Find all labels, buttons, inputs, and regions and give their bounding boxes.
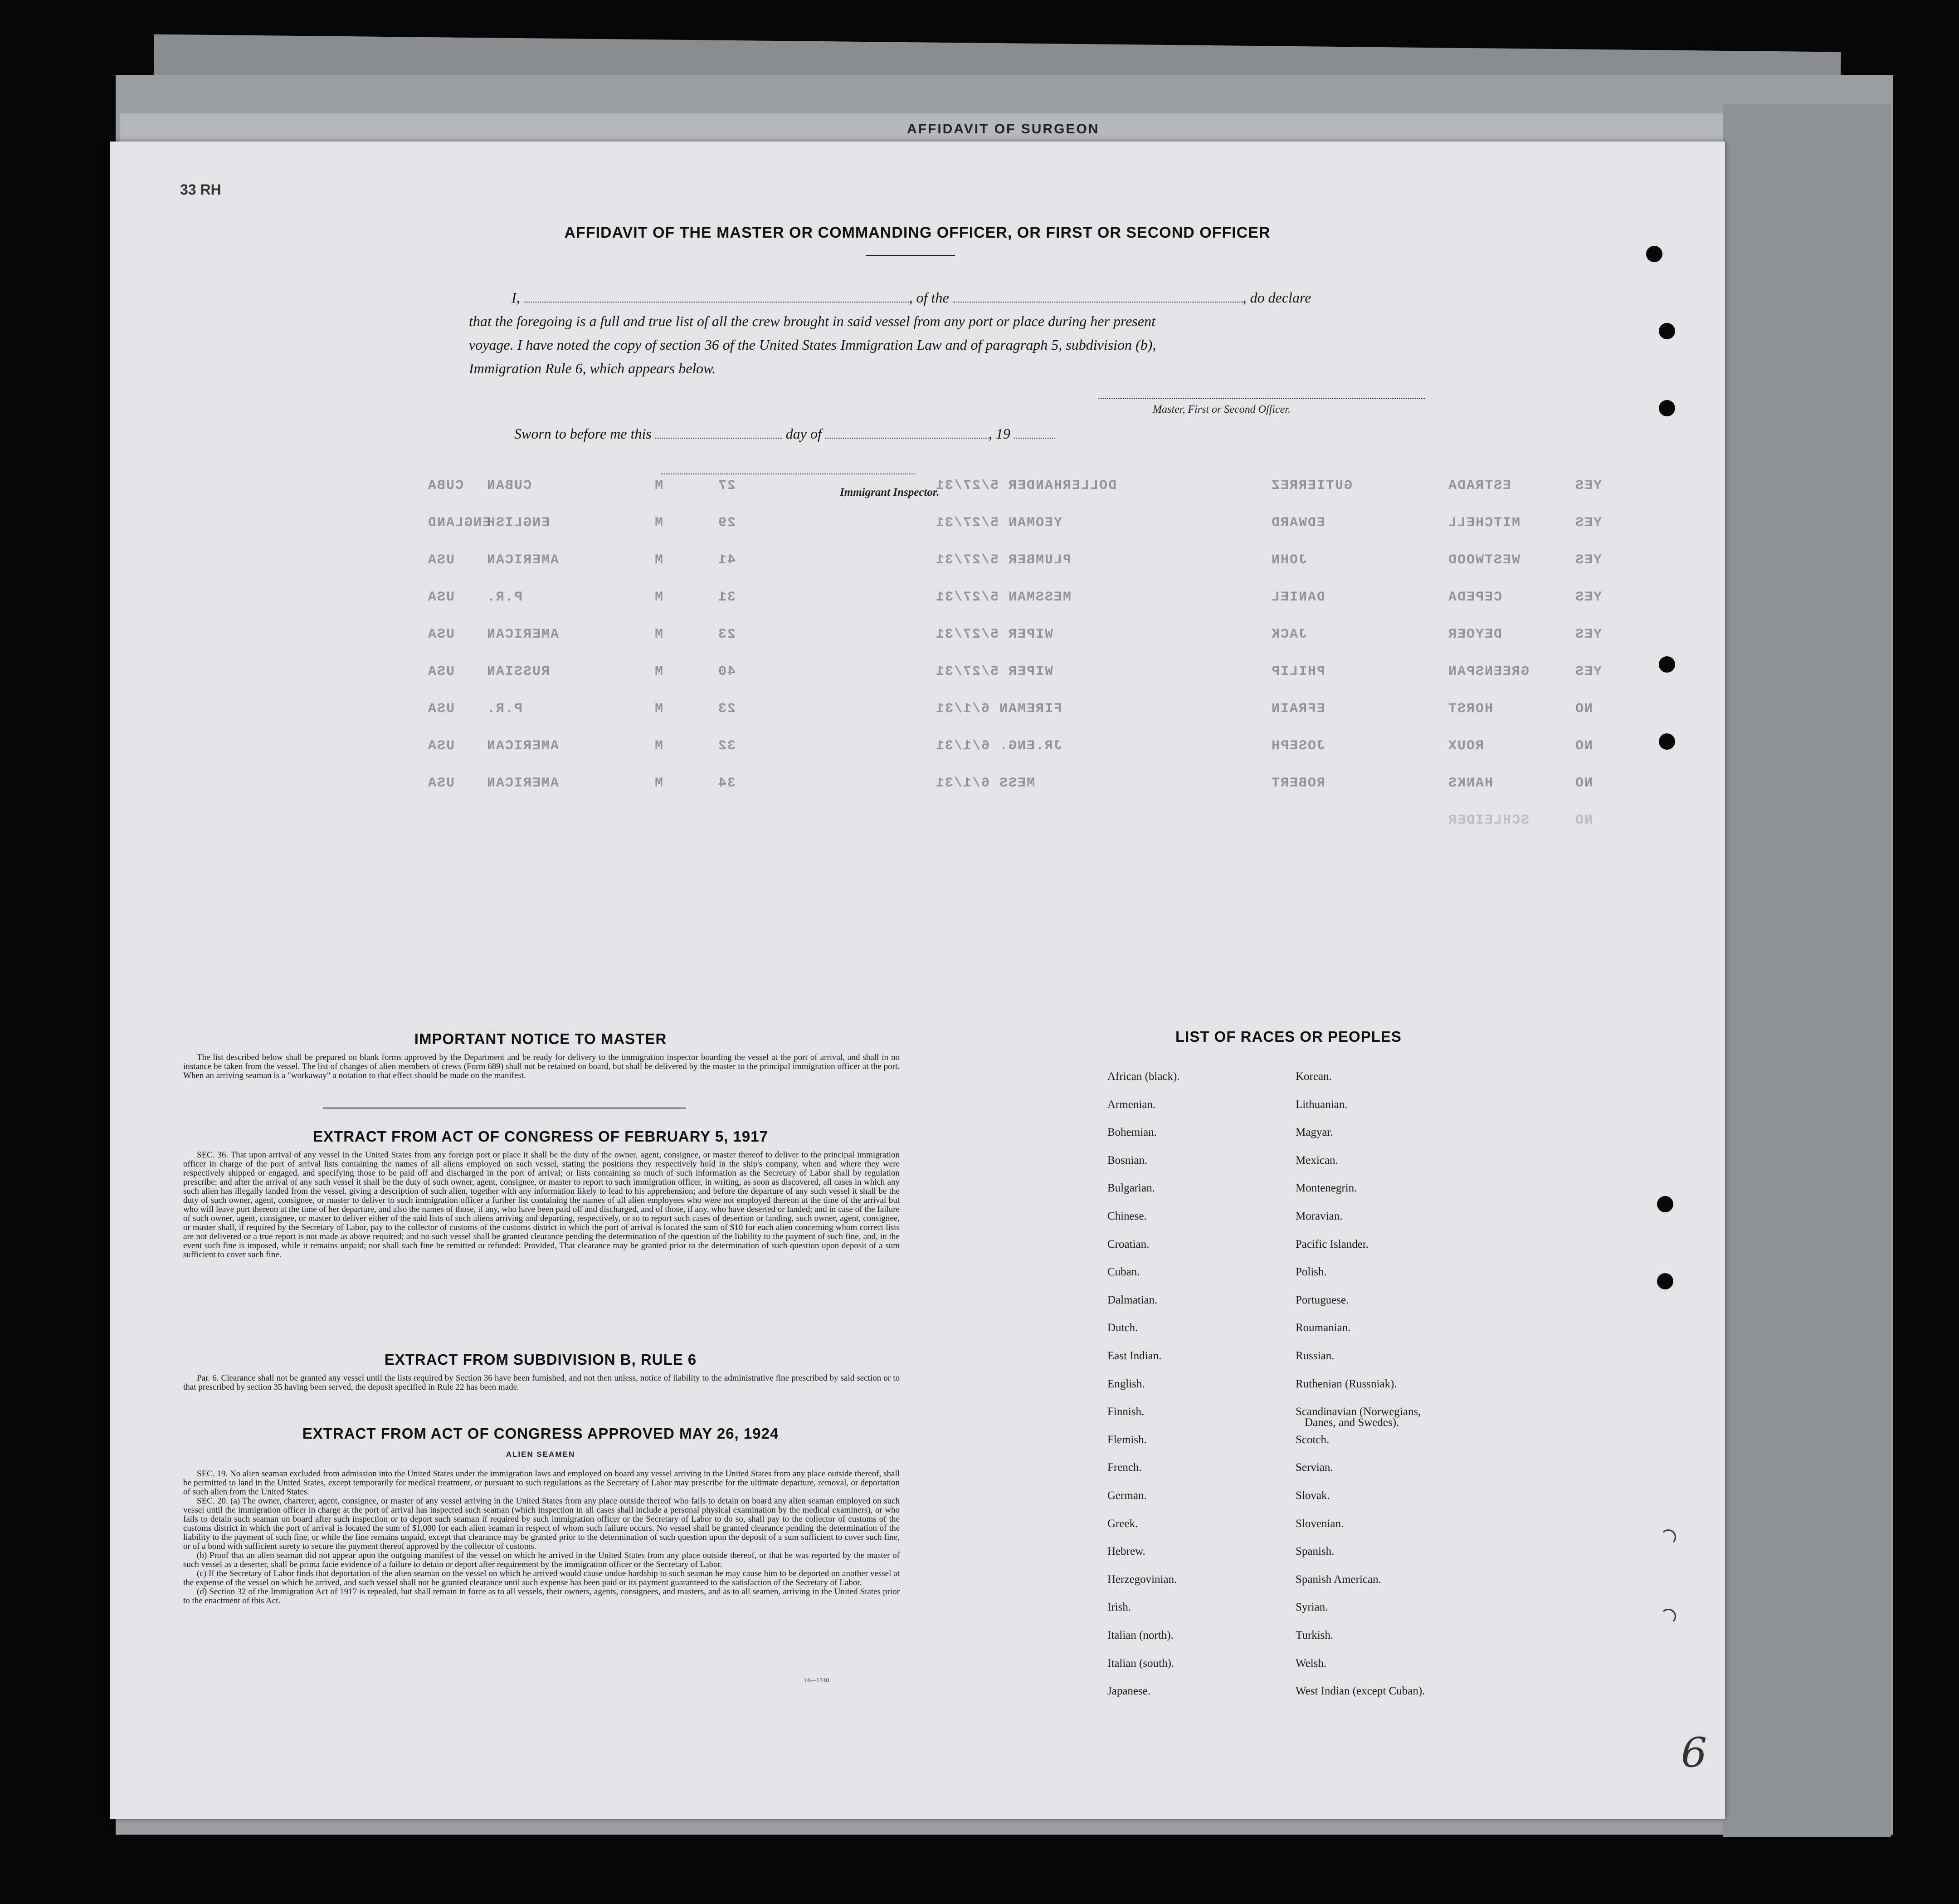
act-1924-sec-20d: (d) Section 32 of the Immigration Act of 1917 is repealed, but shall remain in force as to all vessels, their owners, agents, consignees, and masters, and as to all seamen, arriving in the United States prior to the enactment of this Act. bbox=[183, 1587, 900, 1606]
race-item: Slovenian. bbox=[1296, 1517, 1344, 1530]
race-item: English. bbox=[1107, 1377, 1145, 1390]
bleed-through-cell: PLUMBER 5/27/31 bbox=[935, 552, 1072, 568]
bleed-through-cell: NO bbox=[1574, 813, 1593, 828]
bleed-through-cell: WIPER 5/27/31 bbox=[935, 627, 1053, 642]
bleed-through-cell: NO bbox=[1574, 776, 1593, 791]
bleed-through-row bbox=[110, 590, 1725, 608]
affidavit-page bbox=[110, 142, 1725, 1819]
bleed-through-cell: M bbox=[654, 627, 663, 642]
bleed-through-cell: USA bbox=[427, 776, 455, 791]
master-signature-line[interactable] bbox=[1098, 398, 1425, 399]
declaration-line-3: voyage. I have noted the copy of section 36 of the United States Immigration Law and of paragraph 5, subdivision (b), bbox=[469, 337, 1156, 353]
bleed-through-cell: P.R. bbox=[486, 590, 523, 605]
race-item: Magyar. bbox=[1296, 1126, 1333, 1139]
bleed-through-cell: FIREMAN 6/1/31 bbox=[935, 701, 1062, 717]
race-item: Moravian. bbox=[1296, 1210, 1343, 1222]
bleed-through-cell: WIPER 5/27/31 bbox=[935, 664, 1053, 679]
bleed-through-row bbox=[110, 701, 1725, 719]
important-notice-paragraph: The list described below shall be prepared on blank forms approved by the Department and be ready for delivery to the immigration inspector boarding the vessel at the port of arrival, and shall in no instance be taken from the vessel. The list of changes of alien members of crews (Form 689) shall not be retained on board, but shall be delivered by the master to the principal immigration officer at the port. When an arriving seaman is a "workaway" a notation to that effect should be made on the manifest. bbox=[183, 1053, 900, 1080]
race-item: Croatian. bbox=[1107, 1238, 1150, 1250]
bleed-through-cell: ENGLISH bbox=[486, 515, 550, 531]
back-sheet-edge bbox=[1723, 104, 1891, 1837]
binder-hole-edge bbox=[1661, 1529, 1676, 1545]
important-notice-text bbox=[183, 1053, 900, 1080]
bleed-through-cell: 32 bbox=[717, 738, 736, 754]
bleed-through-cell: DANIEL bbox=[1271, 590, 1325, 605]
binder-hole bbox=[1646, 246, 1662, 262]
master-name-field[interactable] bbox=[524, 288, 909, 303]
bleed-through-cell: USA bbox=[427, 552, 455, 568]
races-heading: LIST OF RACES OR PEOPLES bbox=[1175, 1028, 1402, 1045]
declaration-line-4: Immigration Rule 6, which appears below. bbox=[469, 360, 716, 376]
bleed-through-cell: ESTRADA bbox=[1447, 478, 1511, 493]
bleed-through-cell: M bbox=[654, 515, 663, 531]
bleed-through-cell: USA bbox=[427, 590, 455, 605]
race-item: Scandinavian (Norwegians, Danes, and Swedes). bbox=[1296, 1406, 1421, 1429]
race-item: Pacific Islander. bbox=[1296, 1238, 1369, 1250]
race-item: French. bbox=[1107, 1461, 1142, 1474]
race-item: Finnish. bbox=[1107, 1406, 1145, 1418]
race-item: Montenegrin. bbox=[1296, 1182, 1357, 1195]
race-item: East Indian. bbox=[1107, 1350, 1162, 1362]
race-item: Irish. bbox=[1107, 1601, 1131, 1614]
bleed-through-cell: PHILIP bbox=[1271, 664, 1325, 679]
act-1917-text bbox=[183, 1151, 900, 1260]
race-item: Russian. bbox=[1296, 1350, 1335, 1362]
bleed-through-cell: AMERICAN bbox=[486, 738, 559, 754]
affidavit-title: AFFIDAVIT OF THE MASTER OR COMMANDING OFFICER, OR FIRST OR SECOND OFFICER bbox=[564, 224, 1271, 241]
alien-seamen-subheading: ALIEN SEAMEN bbox=[506, 1450, 575, 1459]
bleed-through-cell: 34 bbox=[717, 776, 736, 791]
race-item: Hebrew. bbox=[1107, 1545, 1145, 1558]
race-item: Bulgarian. bbox=[1107, 1182, 1155, 1195]
race-item: Spanish. bbox=[1296, 1545, 1335, 1558]
master-signature-label: Master, First or Second Officer. bbox=[1153, 404, 1291, 415]
race-item: Dalmatian. bbox=[1107, 1294, 1158, 1306]
race-item: Portuguese. bbox=[1296, 1294, 1349, 1306]
bleed-through-cell: RUSSIAN bbox=[486, 664, 550, 679]
bleed-through-cell: YES bbox=[1574, 627, 1602, 642]
act-1924-sec-20c: (c) If the Secretary of Labor finds that deportation of the alien seaman on the vessel on which he arrived would cause undue hardship to such seaman he may cause him to be deported on another vessel at the expense of the vessel on which he arrived, and such vessel shall not be granted clearance until such expense has been paid or its payment guaranteed to the satisfaction of the Secretary of Labor. bbox=[183, 1569, 900, 1587]
bleed-through-cell: JOHN bbox=[1271, 552, 1307, 568]
rule-6-heading: EXTRACT FROM SUBDIVISION B, RULE 6 bbox=[384, 1351, 697, 1368]
race-item: Welsh. bbox=[1296, 1657, 1327, 1670]
race-item: West Indian (except Cuban). bbox=[1296, 1685, 1425, 1698]
bleed-through-cell: 40 bbox=[717, 664, 736, 679]
bleed-through-cell: GUTIERREZ bbox=[1271, 478, 1353, 493]
bleed-through-cell: YES bbox=[1574, 478, 1602, 493]
bleed-through-cell: M bbox=[654, 552, 663, 568]
handwritten-page-number: 6 bbox=[1681, 1729, 1707, 1777]
bleed-through-cell: DEYOER bbox=[1447, 627, 1502, 642]
inspector-signature-label: Immigrant Inspector. bbox=[840, 486, 940, 498]
bleed-through-cell: JOSEPH bbox=[1271, 738, 1325, 754]
bleed-through-cell: ROBERT bbox=[1271, 776, 1325, 791]
bleed-through-cell: M bbox=[654, 478, 663, 493]
bleed-through-cell: CEPEDA bbox=[1447, 590, 1502, 605]
bleed-through-cell: JR.ENG. 6/1/31 bbox=[935, 738, 1062, 754]
bleed-through-row bbox=[110, 664, 1725, 682]
bleed-through-cell: 31 bbox=[717, 590, 736, 605]
race-item: Japanese. bbox=[1107, 1685, 1151, 1698]
day-of-label: day of bbox=[785, 425, 822, 442]
bleed-through-cell: USA bbox=[427, 738, 455, 754]
race-item: Dutch. bbox=[1107, 1322, 1138, 1334]
bleed-through-cell: DOLLERHANDER 5/27/31 bbox=[935, 478, 1117, 493]
bleed-through-cell: YES bbox=[1574, 664, 1602, 679]
bleed-through-cell: MESS 6/1/31 bbox=[935, 776, 1035, 791]
binder-hole bbox=[1657, 1196, 1673, 1212]
rule-6-paragraph: Par. 6. Clearance shall not be granted any vessel until the lists required by Section 36 have been furnished, and not then unless, notice of liability to the administrative fine prescribed by said section or to that prescribed by section 35 having been served, the deposit specified in Rule 22 has been made. bbox=[183, 1373, 900, 1392]
bleed-through-cell: ROUX bbox=[1447, 738, 1484, 754]
race-item: Italian (south). bbox=[1107, 1657, 1174, 1670]
act-1924-text bbox=[183, 1469, 900, 1606]
race-item: Ruthenian (Russniak). bbox=[1296, 1377, 1397, 1390]
bleed-through-cell: USA bbox=[427, 701, 455, 717]
bleed-through-row bbox=[110, 813, 1725, 831]
race-item: Roumanian. bbox=[1296, 1322, 1351, 1334]
race-item: Servian. bbox=[1296, 1461, 1333, 1474]
declaration-line-2: that the foregoing is a full and true list of all the crew brought in said vessel from any port or place during her present bbox=[469, 313, 1155, 329]
race-item: Chinese. bbox=[1107, 1210, 1147, 1222]
bleed-through-cell: YES bbox=[1574, 590, 1602, 605]
race-item: Korean. bbox=[1296, 1070, 1332, 1083]
bleed-through-cell: 29 bbox=[717, 515, 736, 531]
race-item: Syrian. bbox=[1296, 1601, 1328, 1614]
binder-hole bbox=[1659, 400, 1675, 416]
act-1924-sec-20a: SEC. 20. (a) The owner, charterer, agent, consignee, or master of any vessel arriving in the United States from any place outside thereof who fails to detain on board any alien seaman employed on such vessel until the immigration officer in charge at the port of arrival has inspected such seaman (which inspection in all cases shall include a personal physical examination by the medical examiners), or who fails to detain such seaman on board after such inspection or to deport such seaman if required by such immigration officer or the Secretary of Labor to do so, shall pay to the collector of customs of the customs district in which the port of arrival is located the sum of $1,000 for each alien seaman in respect of whom such failure occurs. No vessel shall be granted clearance pending the determination of the liability to the payment of such fine, or while the fine remains unpaid, except that clearance may be granted prior to the determination of such question upon the deposit of a sum sufficient to cover such fine, or of a bond with sufficient surety to secure the payment thereof approved by the collector of customs. bbox=[183, 1496, 900, 1551]
bleed-through-cell: NO bbox=[1574, 738, 1593, 754]
bleed-through-cell: YES bbox=[1574, 552, 1602, 568]
bleed-through-cell: YES bbox=[1574, 515, 1602, 531]
race-item: Greek. bbox=[1107, 1517, 1138, 1530]
race-item: Scotch. bbox=[1296, 1433, 1330, 1446]
bleed-through-cell: NO bbox=[1574, 701, 1593, 717]
page-id: 33 RH bbox=[180, 181, 221, 198]
bleed-through-row bbox=[110, 552, 1725, 571]
act-1924-sec-20b: (b) Proof that an alien seaman did not appear upon the outgoing manifest of the vessel on which he arrived in the United States from any place outside thereof, or that he was reported by the master of such vessel as a deserter, shall be prima facie evidence of a failure to detain or deport after requirement by the immigration officer or the Secretary of Labor. bbox=[183, 1551, 900, 1569]
bleed-through-cell: 41 bbox=[717, 552, 736, 568]
race-item: Turkish. bbox=[1296, 1629, 1334, 1641]
race-item: Cuban. bbox=[1107, 1266, 1140, 1279]
decl-i: I, bbox=[512, 289, 520, 306]
sworn-year-field[interactable] bbox=[1014, 424, 1055, 439]
declaration-line-1 bbox=[512, 286, 1509, 309]
bleed-through-cell: 27 bbox=[717, 478, 736, 493]
decl-of-the: , of the bbox=[909, 289, 949, 306]
race-item: Lithuanian. bbox=[1296, 1098, 1348, 1111]
bleed-through-cell: YEOMAN 5/27/31 bbox=[935, 515, 1062, 531]
important-notice-heading: IMPORTANT NOTICE TO MASTER bbox=[414, 1030, 667, 1047]
bleed-through-row bbox=[110, 776, 1725, 794]
sworn-label: Sworn to before me this bbox=[514, 425, 652, 442]
under-sheet-title: AFFIDAVIT OF SURGEON bbox=[907, 122, 1100, 137]
race-item: Mexican. bbox=[1296, 1154, 1338, 1167]
act-1917-paragraph: SEC. 36. That upon arrival of any vessel in the United States from any foreign port or place it shall be the duty of the owner, agent, consignee, or master thereof to deliver to the principal immigration officer in charge of the port of arrival lists containing the names of all aliens employed on such vessel, stating the positions they respectively hold in the ship's company, when and where they were respectively shipped or engaged, and specifying those to be paid off and discharged in the port of arrival; or lists containing so much of such information as the Secretary of Labor shall by regulation prescribe; and after the arrival of any such vessel it shall be the duty of such owner, agent, consignee, or master to report to such immigration officer, in writing, as soon as discovered, all cases in which any such alien has illegally landed from the vessel, giving a description of such alien, together with any information likely to lead to his apprehension; and before the departure of any such vessel it shall be the duty of such owner, agent, consignee, or master to deliver to such immigration officer a further list containing the names of all alien employees who were not employed thereon at the time of the arrival but who will leave port thereon at the time of her departure, and also the names of those, if any, who have been paid off and discharged, and of those, if any, who have deserted or landed; and in case of the failure of such owner, agent, consignee, or master to deliver either of the said lists of such aliens arriving and departing, respectively, or so to report such cases of desertion or landing, such owner, agent, consignee, or master shall, if required by the Secretary of Labor, pay to the collector of customs of the customs district in which the port of arrival is located the sum of $10 for each alien concerning whom correct lists are not delivered or a true report is not made as above required; and no such vessel shall be granted clearance pending the determination of the question of the liability to the payment of such fine, and, in the event such fine is imposed, while it remains unpaid; nor shall such fine be remitted or refunded: Provided, That clearance may be granted prior to the determination of such question upon deposit of a sum sufficient to cover such fine. bbox=[183, 1150, 900, 1260]
binder-hole bbox=[1657, 1273, 1673, 1289]
bleed-through-cell: AMERICAN bbox=[486, 776, 559, 791]
act-1917-heading: EXTRACT FROM ACT OF CONGRESS OF FEBRUARY 5, 1917 bbox=[313, 1128, 768, 1145]
sworn-month-field[interactable] bbox=[825, 424, 989, 439]
bleed-through-cell: EFRAIN bbox=[1271, 701, 1325, 717]
bleed-through-cell: 23 bbox=[717, 701, 736, 717]
bleed-through-row bbox=[110, 515, 1725, 533]
act-1924-sec-19: SEC. 19. No alien seaman excluded from admission into the United States under the immigration laws and employed on board any vessel arriving in the United States from any place outside thereof, shall be permitted to land in the United States, except temporarily for medical treatment, or pursuant to such regulations as the Secretary of Labor may prescribe for the ultimate departure, removal, or deportation of such alien from the United States. bbox=[183, 1469, 900, 1497]
race-item: Bosnian. bbox=[1107, 1154, 1148, 1167]
bleed-through-cell: HANKS bbox=[1447, 776, 1493, 791]
bleed-through-cell: AMERICAN bbox=[486, 627, 559, 642]
rule-6-text bbox=[183, 1374, 900, 1392]
bleed-through-cell: HORST bbox=[1447, 701, 1493, 717]
bleed-through-cell: MESSMAN 5/27/31 bbox=[935, 590, 1072, 605]
race-item: German. bbox=[1107, 1489, 1147, 1502]
race-item: Slovak. bbox=[1296, 1489, 1330, 1502]
bleed-through-cell: M bbox=[654, 776, 663, 791]
bleed-through-cell: CUBA bbox=[427, 478, 464, 493]
bleed-through-cell: M bbox=[654, 664, 663, 679]
bleed-through-cell: GREENSPAN bbox=[1447, 664, 1530, 679]
decl-do-declare: , do declare bbox=[1243, 289, 1311, 306]
bleed-through-cell: M bbox=[654, 590, 663, 605]
race-item: African (black). bbox=[1107, 1070, 1180, 1083]
bleed-through-cell: 23 bbox=[717, 627, 736, 642]
vessel-name-field[interactable] bbox=[953, 288, 1243, 303]
race-item: Flemish. bbox=[1107, 1433, 1147, 1446]
bleed-through-cell: MITCHELL bbox=[1447, 515, 1520, 531]
bleed-through-cell: M bbox=[654, 701, 663, 717]
race-item: Polish. bbox=[1296, 1266, 1327, 1279]
form-number: 14—1240 bbox=[804, 1677, 829, 1684]
title-rule bbox=[866, 255, 955, 256]
bleed-through-row bbox=[110, 738, 1725, 757]
bleed-through-cell: M bbox=[654, 738, 663, 754]
act-1924-heading: EXTRACT FROM ACT OF CONGRESS APPROVED MAY 26, 1924 bbox=[302, 1425, 779, 1442]
year-prefix: , 19 bbox=[988, 425, 1010, 442]
binder-hole bbox=[1659, 656, 1675, 673]
bleed-through-cell: USA bbox=[427, 664, 455, 679]
bleed-through-cell: P.R. bbox=[486, 701, 523, 717]
sworn-day-field[interactable] bbox=[655, 424, 782, 439]
binder-hole-edge bbox=[1661, 1609, 1676, 1624]
bleed-through-cell: EDWARD bbox=[1271, 515, 1325, 531]
binder-hole bbox=[1659, 323, 1675, 339]
race-item: Herzegovinian. bbox=[1107, 1573, 1177, 1586]
race-item: Armenian. bbox=[1107, 1098, 1156, 1111]
bleed-through-cell: CUBAN bbox=[486, 478, 532, 493]
bleed-through-cell: SCHLEIDER bbox=[1447, 813, 1530, 828]
binder-hole bbox=[1659, 733, 1675, 750]
bleed-through-cell: AMERICAN bbox=[486, 552, 559, 568]
bleed-through-cell: JACK bbox=[1271, 627, 1307, 642]
race-item: Bohemian. bbox=[1107, 1126, 1157, 1139]
bleed-through-row bbox=[110, 627, 1725, 645]
bleed-through-cell: WESTWOOD bbox=[1447, 552, 1520, 568]
race-item: Italian (north). bbox=[1107, 1629, 1174, 1641]
sworn-line bbox=[514, 422, 1149, 445]
bleed-through-cell: ENGLAND bbox=[427, 515, 491, 531]
bleed-through-cell: USA bbox=[427, 627, 455, 642]
race-item: Spanish American. bbox=[1296, 1573, 1381, 1586]
